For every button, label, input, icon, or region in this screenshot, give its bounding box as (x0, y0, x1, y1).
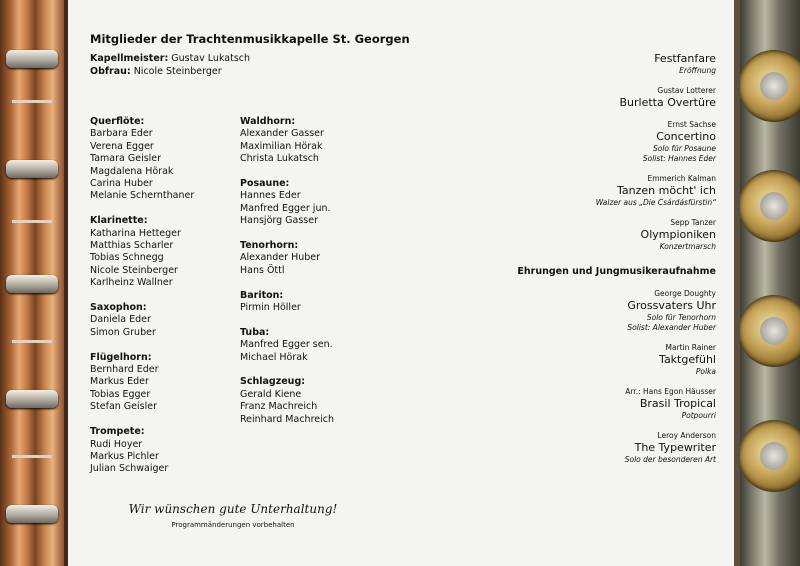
member-name: Markus Eder (90, 376, 149, 388)
page-border (734, 0, 740, 566)
piece-note: Potpourri (681, 411, 716, 420)
instrument-heading: Flügelhorn: (90, 351, 152, 363)
composer: George Doughty (654, 289, 716, 298)
valve-cap (738, 170, 800, 242)
member-name: Barbara Eder (90, 128, 153, 140)
instrument-heading: Tenorhorn: (240, 240, 299, 252)
page-title: Mitglieder der Trachtenmusikkapelle St. Georgen (90, 32, 410, 46)
valve-part (6, 390, 58, 408)
member-name: Hansjörg Gasser (240, 215, 319, 227)
brass-instrument-left (0, 0, 64, 566)
program-item (416, 387, 716, 421)
members-column-2 (240, 116, 334, 438)
instrument-group (90, 116, 194, 203)
member-name: Simon Gruber (90, 326, 156, 338)
instrument-group (90, 352, 194, 414)
piece-note: Solo der besonderen Art (624, 455, 716, 464)
piece-note: Eröffnung (679, 66, 716, 75)
piece-note: Solo für Tenorhorn (646, 313, 716, 322)
member-name: Michael Hörak (240, 351, 308, 363)
valve-part (6, 160, 58, 178)
piece-note: Polka (695, 367, 716, 376)
member-name: Hannes Eder (240, 190, 301, 202)
valve-rod (12, 340, 52, 343)
composer: Martin Rainer (665, 343, 716, 352)
instrument-group (90, 426, 194, 476)
piece-title: Burletta Overtüre (619, 96, 716, 109)
instrument-group (240, 290, 334, 315)
member-name: Tamara Geisler (90, 153, 162, 165)
valve-part (6, 275, 58, 293)
member-name: Christa Lukatsch (240, 153, 319, 165)
instrument-heading: Bariton: (240, 289, 284, 301)
member-name: Markus Pichler (90, 450, 159, 462)
piece-title: Festfanfare (654, 52, 716, 65)
composer: Gustav Lotterer (657, 86, 716, 95)
valve-rod (12, 100, 52, 103)
program-item (416, 343, 716, 377)
valve-cap (738, 50, 800, 122)
obfrau-name: Nicole Steinberger (133, 66, 222, 77)
piece-title: Concertino (656, 130, 716, 143)
composer: Sepp Tanzer (670, 218, 716, 227)
member-name: Franz Machreich (240, 401, 318, 413)
kapellmeister-label: Kapellmeister: (90, 53, 169, 64)
section-heading: Ehrungen und Jungmusikeraufnahme (517, 266, 716, 277)
member-name: Melanie Schernthaner (90, 190, 195, 202)
member-name: Karlheinz Wallner (90, 277, 173, 289)
program-item (416, 174, 716, 208)
program-item (416, 431, 716, 465)
member-name: Tobias Egger (90, 388, 151, 400)
composer: Ernst Sachse (667, 120, 716, 129)
program-item (416, 120, 716, 164)
member-name: Alexander Huber (240, 252, 321, 264)
member-name: Julian Schwaiger (90, 463, 169, 475)
piece-title: Tanzen möcht' ich (617, 184, 716, 197)
program-item (416, 289, 716, 333)
member-name: Stefan Geisler (90, 401, 157, 413)
instrument-group (240, 327, 334, 364)
member-name: Magdalena Hörak (90, 165, 174, 177)
piece-note: Konzertmarsch (659, 242, 716, 251)
valve-part (6, 50, 58, 68)
instrument-group (240, 178, 334, 228)
kapellmeister-name: Gustav Lukatsch (171, 53, 251, 64)
member-name: Daniela Eder (90, 314, 151, 326)
member-name: Hans Öttl (240, 264, 285, 276)
brass-instrument-right (736, 0, 800, 566)
member-name: Verena Egger (90, 140, 154, 152)
member-name: Katharina Hetteger (90, 227, 181, 239)
members-column-1 (90, 116, 194, 488)
program-item (416, 52, 716, 76)
piece-title: Grossvaters Uhr (627, 299, 716, 312)
member-name: Alexander Gasser (240, 128, 324, 140)
program-list (416, 52, 716, 475)
instrument-heading: Waldhorn: (240, 116, 296, 127)
instrument-group (90, 215, 194, 289)
instrument-heading: Querflöte: (90, 116, 145, 127)
instrument-heading: Posaune: (240, 178, 290, 190)
piece-title: Olympioniken (640, 228, 716, 241)
member-name: Gerald Kiene (240, 388, 302, 400)
instrument-group (240, 240, 334, 277)
member-name: Pirmin Höller (240, 302, 301, 314)
instrument-heading: Klarinette: (90, 215, 148, 227)
member-name: Bernhard Eder (90, 364, 159, 376)
member-name: Reinhard Machreich (240, 413, 334, 425)
instrument-heading: Saxophon: (90, 302, 147, 314)
obfrau-label: Obfrau: (90, 66, 131, 77)
piece-note: Solo für Posaune (652, 144, 716, 153)
piece-title: The Typewriter (634, 441, 716, 454)
piece-note: Walzer aus „Die Csárdásfürstin“ (595, 198, 716, 207)
program-item (416, 218, 716, 252)
instrument-group (90, 302, 194, 339)
valve-part (6, 505, 58, 523)
program-item (416, 86, 716, 110)
leadership (90, 52, 250, 78)
member-name: Manfred Egger sen. (240, 339, 333, 351)
member-name: Tobias Schnegg (90, 252, 164, 264)
member-name: Carina Huber (90, 178, 153, 190)
valve-rod (12, 220, 52, 223)
composer: Emmerich Kalman (647, 174, 716, 183)
piece-note: Solist: Hannes Eder (642, 154, 716, 163)
member-name: Maximilian Hörak (240, 140, 323, 152)
member-name: Manfred Egger jun. (240, 202, 331, 214)
piece-title: Brasil Tropical (639, 397, 716, 410)
instrument-group (240, 116, 334, 166)
member-name: Rudi Hoyer (90, 438, 143, 450)
member-name: Nicole Steinberger (90, 264, 178, 276)
closing-wish: Wir wünschen gute Unterhaltung! (128, 502, 338, 516)
valve-cap (738, 420, 800, 492)
piece-title: Taktgefühl (659, 353, 716, 366)
member-name: Matthias Scharler (90, 240, 174, 252)
instrument-group (240, 376, 334, 426)
composer: Arr.: Hans Egon Häusser (625, 387, 716, 396)
valve-rod (12, 455, 52, 458)
program-page (68, 0, 734, 566)
instrument-heading: Schlagzeug: (240, 376, 306, 388)
instrument-heading: Trompete: (90, 426, 145, 438)
valve-cap (738, 295, 800, 367)
instrument-heading: Tuba: (240, 326, 270, 338)
changes-note: Programmänderungen vorbehalten (171, 521, 295, 529)
composer: Leroy Anderson (657, 431, 716, 440)
piece-note: Solist: Alexander Huber (627, 323, 716, 332)
